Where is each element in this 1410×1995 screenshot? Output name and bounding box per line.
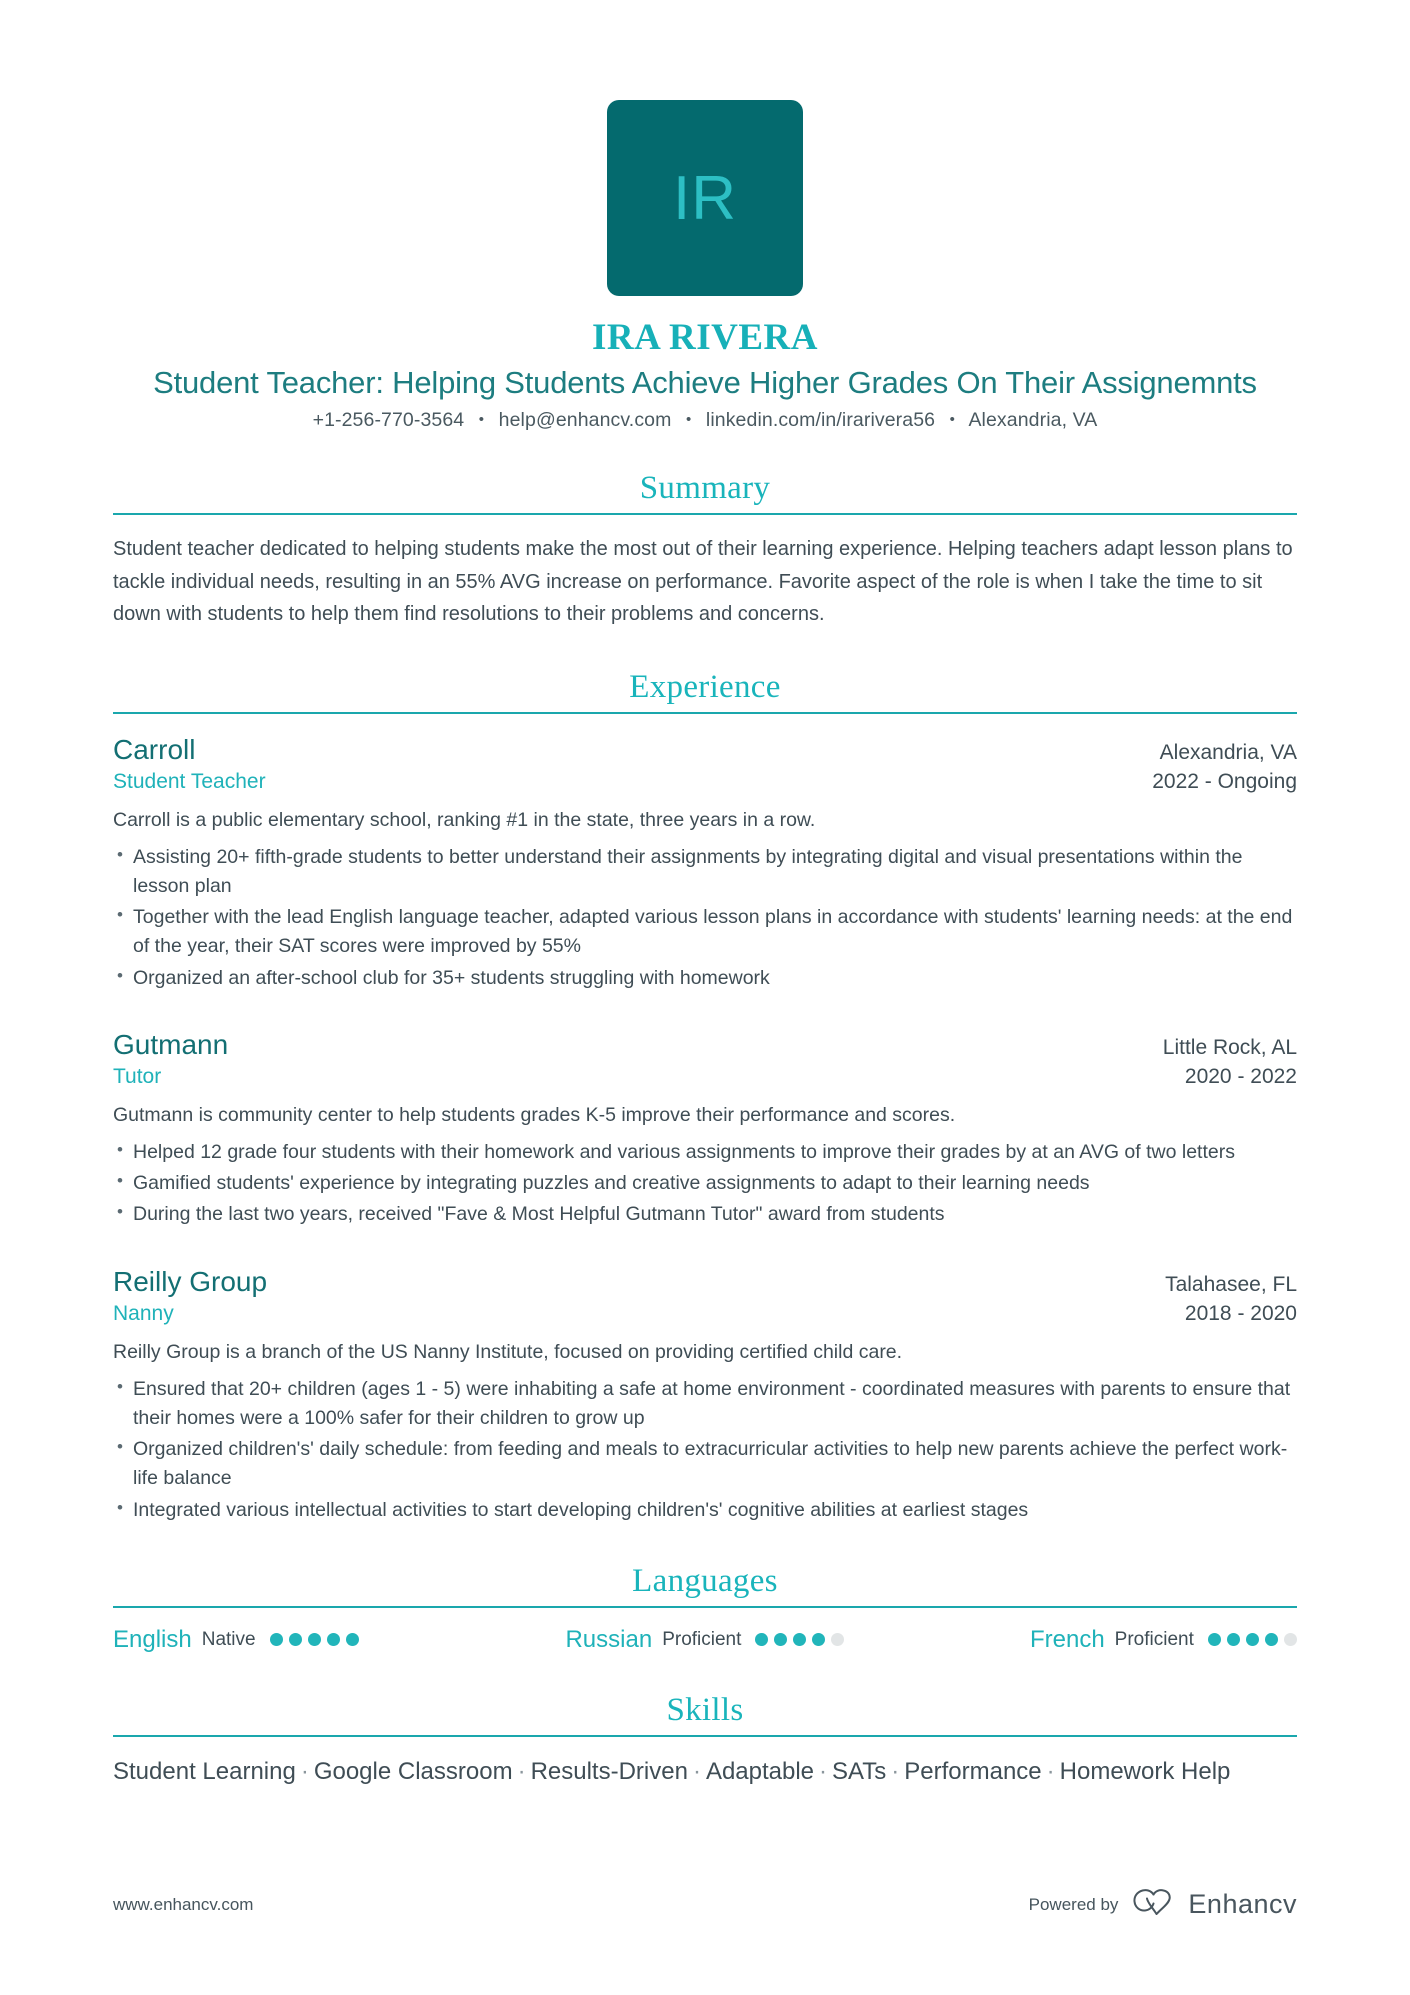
skill-separator: ·	[692, 1757, 701, 1785]
list-item: • During the last two years, received "Fave & Most Helpful Gutmann Tutor" award from students	[113, 1200, 1297, 1229]
rating-dot-filled	[793, 1633, 806, 1646]
languages-grid	[113, 1626, 1297, 1654]
rating-dot-filled	[812, 1633, 825, 1646]
experience-entry-header	[113, 1264, 1297, 1300]
list-item: • Integrated various intellectual activities to start developing children's' cognitive abilities at earliest stages	[113, 1496, 1297, 1525]
skill-separator: ·	[891, 1757, 900, 1785]
page-title: IRA RIVERA	[591, 317, 818, 358]
skill-separator: ·	[1046, 1757, 1055, 1785]
rating-dot-empty	[1284, 1633, 1297, 1646]
experience-description: Gutmann is community center to help students grades K-5 improve their performance and scores.	[113, 1104, 956, 1127]
section-summary	[113, 470, 1297, 630]
skill-item: Performance	[904, 1757, 1042, 1785]
summary-text: Student teacher dedicated to helping students make the most out of their learning experience. Helping teachers adapt lesson plans to tackle individual needs, resulting in an 55% AVG increase on performance. Favorite aspect of the role is when I take the time to sit down with students to help them find resolutions to their problems and concerns.	[113, 538, 1293, 626]
language-name: Russian	[565, 1625, 653, 1653]
skill-item: Homework Help	[1059, 1757, 1231, 1785]
experience-location: Alexandria, VA	[1159, 740, 1297, 764]
contact-separator-icon: •	[686, 411, 692, 429]
avatar	[607, 100, 803, 296]
language-name: French	[1029, 1625, 1105, 1653]
language-item	[508, 1626, 903, 1654]
language-rating-dots	[1208, 1633, 1297, 1646]
list-item: • Helped 12 grade four students with their homework and various assignments to improve their grades by at an AVG of two letters	[113, 1138, 1297, 1167]
contact-line	[113, 409, 1297, 432]
rating-dot-filled	[327, 1633, 340, 1646]
language-name: English	[113, 1625, 192, 1653]
skill-item: Adaptable	[705, 1757, 815, 1785]
experience-company: Reilly Group	[113, 1265, 268, 1297]
skill-separator: ·	[517, 1757, 526, 1785]
skill-item: Google Classroom	[313, 1757, 513, 1785]
language-item	[113, 1626, 508, 1654]
rating-dot-empty	[831, 1633, 844, 1646]
skill-item: Student Learning	[113, 1757, 296, 1785]
list-item: • Organized an after-school club for 35+ students struggling with homework	[113, 964, 1297, 993]
rating-dot-filled	[774, 1633, 787, 1646]
experience-description: Carroll is a public elementary school, ranking #1 in the state, three years in a row.	[113, 809, 816, 832]
experience-entry-subheader	[113, 1063, 1297, 1091]
experience-entry	[113, 1264, 1297, 1525]
experience-entry-subheader	[113, 768, 1297, 796]
experience-bullets	[113, 1138, 1297, 1230]
experience-entry-header	[113, 732, 1297, 768]
headline: Student Teacher: Helping Students Achieve Higher Grades On Their Assignemnts	[153, 364, 1257, 400]
section-experience	[113, 669, 1297, 1525]
rating-dot-filled	[1246, 1633, 1259, 1646]
experience-company: Carroll	[113, 733, 196, 765]
experience-dates: 2018 - 2020	[1184, 1301, 1297, 1325]
contact-email[interactable]: help@enhancv.com	[498, 409, 672, 432]
rating-dot-filled	[346, 1633, 359, 1646]
experience-location: Little Rock, AL	[1162, 1035, 1297, 1059]
experience-location: Talahasee, FL	[1165, 1272, 1297, 1296]
experience-position: Nanny	[113, 1301, 174, 1325]
rating-dot-filled	[270, 1633, 283, 1646]
experience-description: Reilly Group is a branch of the US Nanny Institute, focused on providing certified child care.	[113, 1341, 903, 1364]
experience-dates: 2022 - Ongoing	[1152, 769, 1297, 793]
rating-dot-filled	[1265, 1633, 1278, 1646]
experience-dates: 2020 - 2022	[1184, 1065, 1297, 1089]
experience-entry-subheader	[113, 1300, 1297, 1328]
rating-dot-filled	[1208, 1633, 1221, 1646]
contact-linkedin[interactable]: linkedin.com/in/irarivera56	[705, 409, 936, 432]
experience-position: Student Teacher	[113, 769, 266, 793]
language-item	[902, 1626, 1297, 1654]
language-level: Proficient	[1114, 1628, 1194, 1650]
language-level: Native	[201, 1628, 256, 1650]
rating-dot-filled	[289, 1633, 302, 1646]
footer-url[interactable]: www.enhancv.com	[113, 1894, 254, 1914]
skill-item: SATs	[832, 1757, 887, 1785]
section-title-skills: Skills	[666, 1691, 744, 1728]
contact-phone: +1-256-770-3564	[312, 409, 465, 432]
footer	[113, 1888, 1297, 1921]
rating-dot-filled	[308, 1633, 321, 1646]
section-skills	[113, 1692, 1297, 1789]
enhancv-logo-icon	[1132, 1888, 1178, 1921]
skills-list	[113, 1755, 1297, 1789]
language-level: Proficient	[662, 1628, 742, 1650]
rating-dot-filled	[755, 1633, 768, 1646]
experience-position: Tutor	[113, 1065, 162, 1089]
skill-separator: ·	[819, 1757, 828, 1785]
enhancv-brand-name: Enhancv	[1188, 1889, 1297, 1919]
experience-entry-header	[113, 1027, 1297, 1063]
list-item: • Ensured that 20+ children (ages 1 - 5) were inhabiting a safe at home environment - coordinated measures with parents to ensure that their homes were a 100% safer for their children to grow up	[113, 1375, 1297, 1434]
rating-dot-filled	[1227, 1633, 1240, 1646]
skill-separator: ·	[300, 1757, 309, 1785]
list-item: • Organized children's' daily schedule: from feeding and meals to extracurricular activities to help new parents achieve the perfect work-life balance	[113, 1435, 1297, 1494]
list-item: • Gamified students' experience by integrating puzzles and creative assignments to adapt to their learning needs	[113, 1169, 1297, 1198]
experience-entry	[113, 732, 1297, 993]
skill-item: Results-Driven	[530, 1757, 688, 1785]
experience-bullets	[113, 1375, 1297, 1525]
powered-by-label: Powered by	[1028, 1894, 1119, 1914]
contact-separator-icon: •	[949, 411, 955, 429]
language-rating-dots	[755, 1633, 844, 1646]
resume-header	[113, 0, 1297, 432]
experience-entry	[113, 1027, 1297, 1230]
experience-bullets	[113, 843, 1297, 993]
enhancv-brand	[1132, 1888, 1297, 1921]
list-item: • Together with the lead English language teacher, adapted various lesson plans in accordance with students' learning needs: at the end of the year, their SAT scores were improved by 55%	[113, 903, 1297, 962]
contact-separator-icon: •	[478, 411, 485, 429]
section-title-languages: Languages	[632, 1562, 778, 1599]
section-languages	[113, 1563, 1297, 1654]
contact-location: Alexandria, VA	[968, 409, 1098, 432]
section-title-summary: Summary	[639, 470, 771, 507]
section-title-experience: Experience	[629, 668, 781, 705]
experience-company: Gutmann	[113, 1028, 229, 1060]
language-rating-dots	[270, 1633, 359, 1646]
list-item: • Assisting 20+ fifth-grade students to better understand their assignments by integrating digital and visual presentations within the lesson plan	[113, 843, 1297, 902]
avatar-initials: IR	[673, 163, 737, 233]
